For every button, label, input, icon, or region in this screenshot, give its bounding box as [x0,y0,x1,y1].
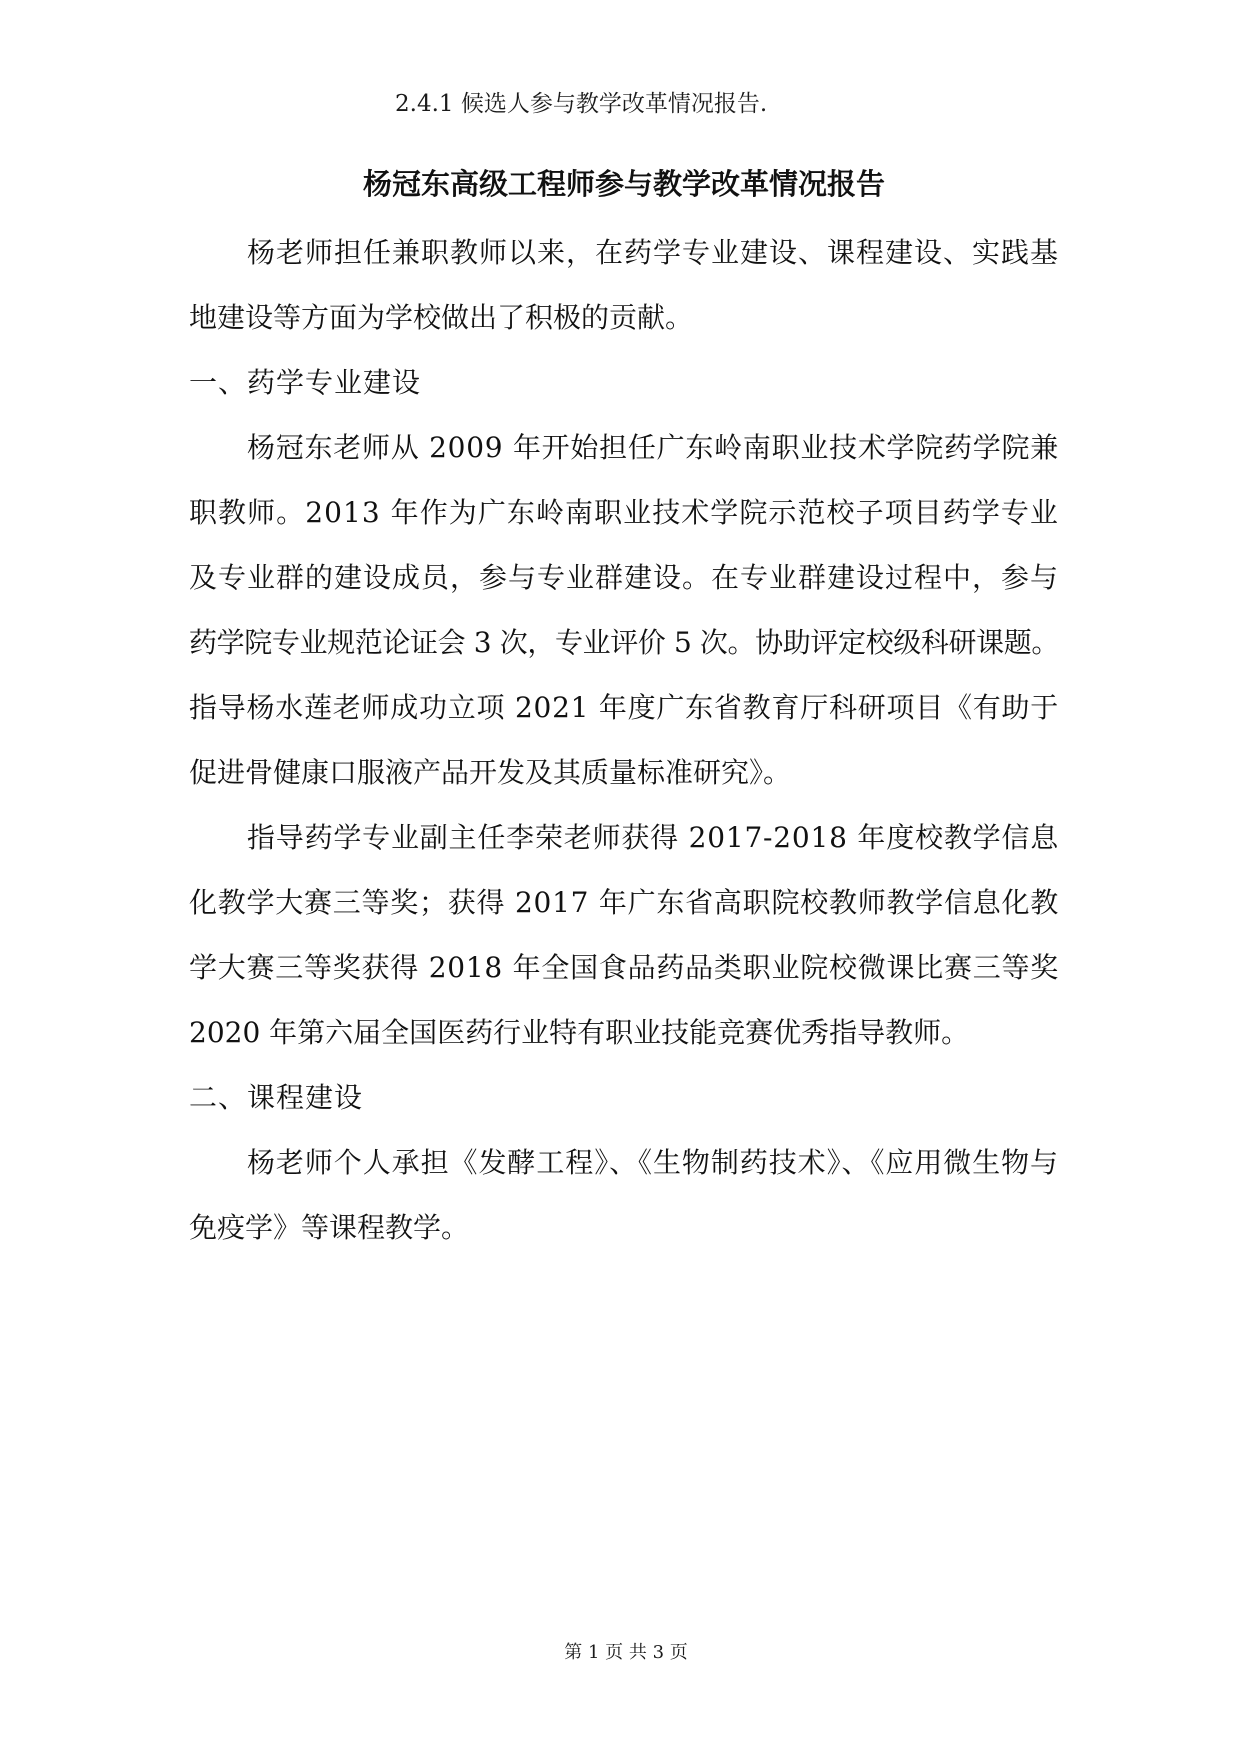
intro-line [189,220,1059,285]
paragraph-line [189,1195,1059,1260]
paragraph-line-text: 学大赛三等奖获得 2018 年全国食品药品类职业院校微课比赛三等奖 [189,951,1059,984]
paragraph-line [189,610,1059,675]
document-header: 2.4.1 候选人参与教学改革情况报告. [395,91,768,117]
paragraph-line-text: 促进骨健康口服液产品开发及其质量标准研究》。 [189,756,792,789]
paragraph-line [189,870,1059,935]
paragraph-line [189,415,1059,480]
section-heading-pharmacy [189,350,1059,415]
paragraph-line-text: 指导药学专业副主任李荣老师获得 2017-2018 年度校教学信息 [247,821,1059,854]
paragraph-line-text: 杨老师个人承担《发酵工程》、《生物制药技术》、《应用微生物与 [247,1146,1059,1179]
intro-line [189,285,1059,350]
paragraph-line [189,1000,1059,1065]
paragraph-line [189,740,1059,805]
paragraph-line-text: 杨冠东老师从 2009 年开始担任广东岭南职业技术学院药学院兼 [247,431,1059,464]
paragraph-line-text: 免疫学》等课程教学。 [189,1211,470,1244]
paragraph-line-text: 药学院专业规范论证会 3 次，专业评价 5 次。协助评定校级科研课题。 [189,626,1060,659]
document-title: 杨冠东高级工程师参与教学改革情况报告 [362,167,885,201]
paragraph-line [189,1130,1059,1195]
document-body [189,220,1059,1260]
section-heading-text: 二、课程建设 [189,1081,364,1114]
paragraph-line-text: 2020 年第六届全国医药行业特有职业技能竞赛优秀指导教师。 [189,1016,970,1049]
paragraph-line [189,480,1059,545]
paragraph-line-text: 及专业群的建设成员，参与专业群建设。在专业群建设过程中，参与 [189,561,1059,594]
paragraph-line-text: 化教学大赛三等奖；获得 2017 年广东省高职院校教师教学信息化教 [189,886,1059,919]
intro-line-text: 地建设等方面为学校做出了积极的贡献。 [189,301,694,334]
section-heading-courses [189,1065,1059,1130]
page-number: 第 1 页 共 3 页 [564,1642,688,1663]
paragraph-line-text: 职教师。2013 年作为广东岭南职业技术学院示范校子项目药学专业 [189,496,1059,529]
paragraph-line [189,675,1059,740]
section-heading-text: 一、药学专业建设 [189,366,422,399]
intro-line-text: 杨老师担任兼职教师以来，在药学专业建设、课程建设、实践基 [247,236,1059,269]
paragraph-line [189,805,1059,870]
paragraph-line [189,935,1059,1000]
paragraph-line-text: 指导杨水莲老师成功立项 2021 年度广东省教育厅科研项目《有助于 [189,691,1059,724]
paragraph-line [189,545,1059,610]
